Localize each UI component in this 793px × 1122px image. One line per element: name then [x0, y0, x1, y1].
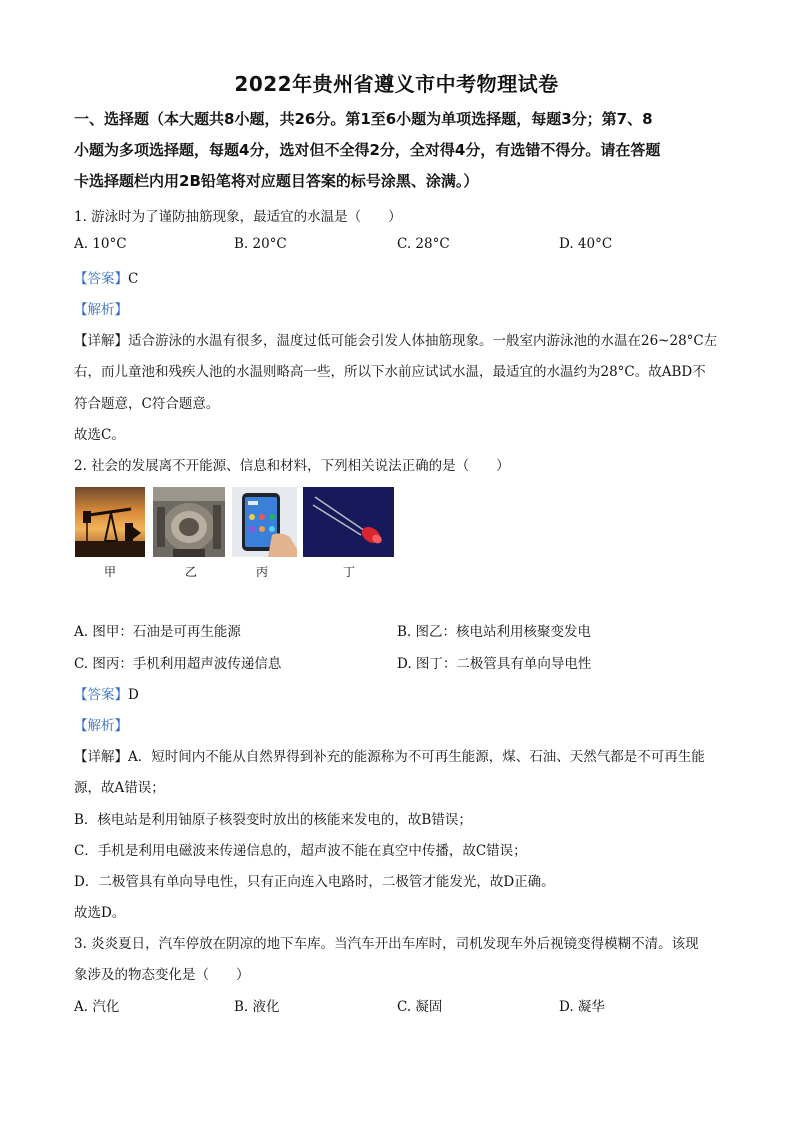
- q2-answer-tag: 【答案】: [74, 687, 128, 703]
- oil-pumpjack-photo: [75, 487, 145, 557]
- q2-detail-line-4: C．手机是利用电磁波来传递信息的，超声波不能在真空中传播，故C错误；: [74, 843, 527, 859]
- q2-conclusion: 故选D。: [74, 905, 126, 921]
- caption-ding: 丁: [343, 565, 356, 579]
- q1-answer-tag: 【答案】: [74, 271, 128, 287]
- q1-detail-text-1: 适合游泳的水温有很多，温度过低可能会引发人体抽筋现象。一般室内游泳池的水温在26~28°C左: [128, 333, 718, 349]
- caption-bing: 丙: [256, 565, 269, 579]
- q2-answer-value: D: [128, 687, 139, 703]
- q3-option-c: C. 凝固: [397, 999, 443, 1015]
- q2-option-c: C. 图丙：手机利用超声波传递信息: [74, 656, 282, 672]
- q2-detail-line-5: D．二极管具有单向导电性，只有正向连入电路时，二极管才能发光，故D正确。: [74, 874, 555, 890]
- section-heading: [74, 104, 724, 197]
- q1-detail-line-1: [74, 329, 717, 349]
- q1-option-b: B. 20°C: [234, 236, 287, 252]
- led-diode-photo: [303, 487, 394, 557]
- section-heading-line-1: 一、选择题（本大题共8小题，共26分。第1至6小题为单项选择题，每题3分；第7、8: [74, 110, 653, 128]
- section-heading-line-3: 卡选择题栏内用2B铅笔将对应题目答案的标号涂黑、涂满。）: [74, 172, 479, 190]
- section-heading-line-2: 小题为多项选择题，每题4分，选对但不全得2分，全对得4分，有选错不得分。请在答题: [74, 141, 661, 159]
- q3-option-b: B. 液化: [234, 999, 280, 1015]
- q1-detail-tag: 【详解】: [74, 333, 128, 349]
- q2-detail-line-1: [74, 745, 705, 765]
- q1-analysis-tag: 【解析】: [74, 302, 128, 318]
- q1-answer: [74, 267, 138, 287]
- q1-option-a: A. 10°C: [74, 236, 127, 252]
- q1-option-c: C. 28°C: [397, 236, 450, 252]
- q3-option-d: D. 凝华: [559, 999, 605, 1015]
- q2-answer: [74, 683, 139, 703]
- caption-yi: 乙: [185, 565, 198, 579]
- q2-option-b: B. 图乙：核电站利用核聚变发电: [397, 624, 592, 640]
- q1-stem: 1. 游泳时为了谨防抽筋现象，最适宜的水温是（ ）: [74, 209, 402, 225]
- q2-analysis-tag: 【解析】: [74, 718, 128, 734]
- q2-detail-line-2: 源，故A错误；: [74, 780, 165, 796]
- q2-option-d: D. 图丁：二极管具有单向导电性: [397, 656, 592, 672]
- q1-detail-line-2: 右，而儿童池和残疾人池的水温则略高一些，所以下水前应试试水温，最适宜的水温约为28°C。故ABD不: [74, 364, 706, 380]
- q2-stem: 2. 社会的发展离不开能源、信息和材料，下列相关说法正确的是（ ）: [74, 458, 510, 474]
- q3-option-a: A. 汽化: [74, 999, 120, 1015]
- q2-detail-tag: 【详解】: [74, 749, 128, 765]
- q3-stem-line-2: 象涉及的物态变化是（ ）: [74, 967, 250, 983]
- q1-detail-line-3: 符合题意，C符合题意。: [74, 396, 220, 412]
- q1-conclusion: 故选C。: [74, 427, 125, 443]
- page-title: 2022年贵州省遵义市中考物理试卷: [234, 72, 559, 96]
- q2-option-a: A. 图甲：石油是可再生能源: [74, 624, 241, 640]
- q2-detail-line-3: B．核电站是利用铀原子核裂变时放出的核能来发电的，故B错误；: [74, 812, 472, 828]
- q1-option-d: D. 40°C: [559, 236, 613, 252]
- q3-stem-line-1: 3. 炎炎夏日，汽车停放在阴凉的地下车库。当汽车开出车库时，司机发现车外后视镜变得模糊不清。该现: [74, 936, 699, 952]
- caption-jia: 甲: [104, 565, 117, 579]
- nuclear-plant-photo: [153, 487, 225, 557]
- smartphone-photo: [232, 487, 297, 557]
- q2-detail-text-1: A．短时间内不能从自然界得到补充的能源称为不可再生能源，煤、石油、天然气都是不可再生能: [128, 749, 705, 765]
- q1-answer-value: C: [128, 271, 139, 287]
